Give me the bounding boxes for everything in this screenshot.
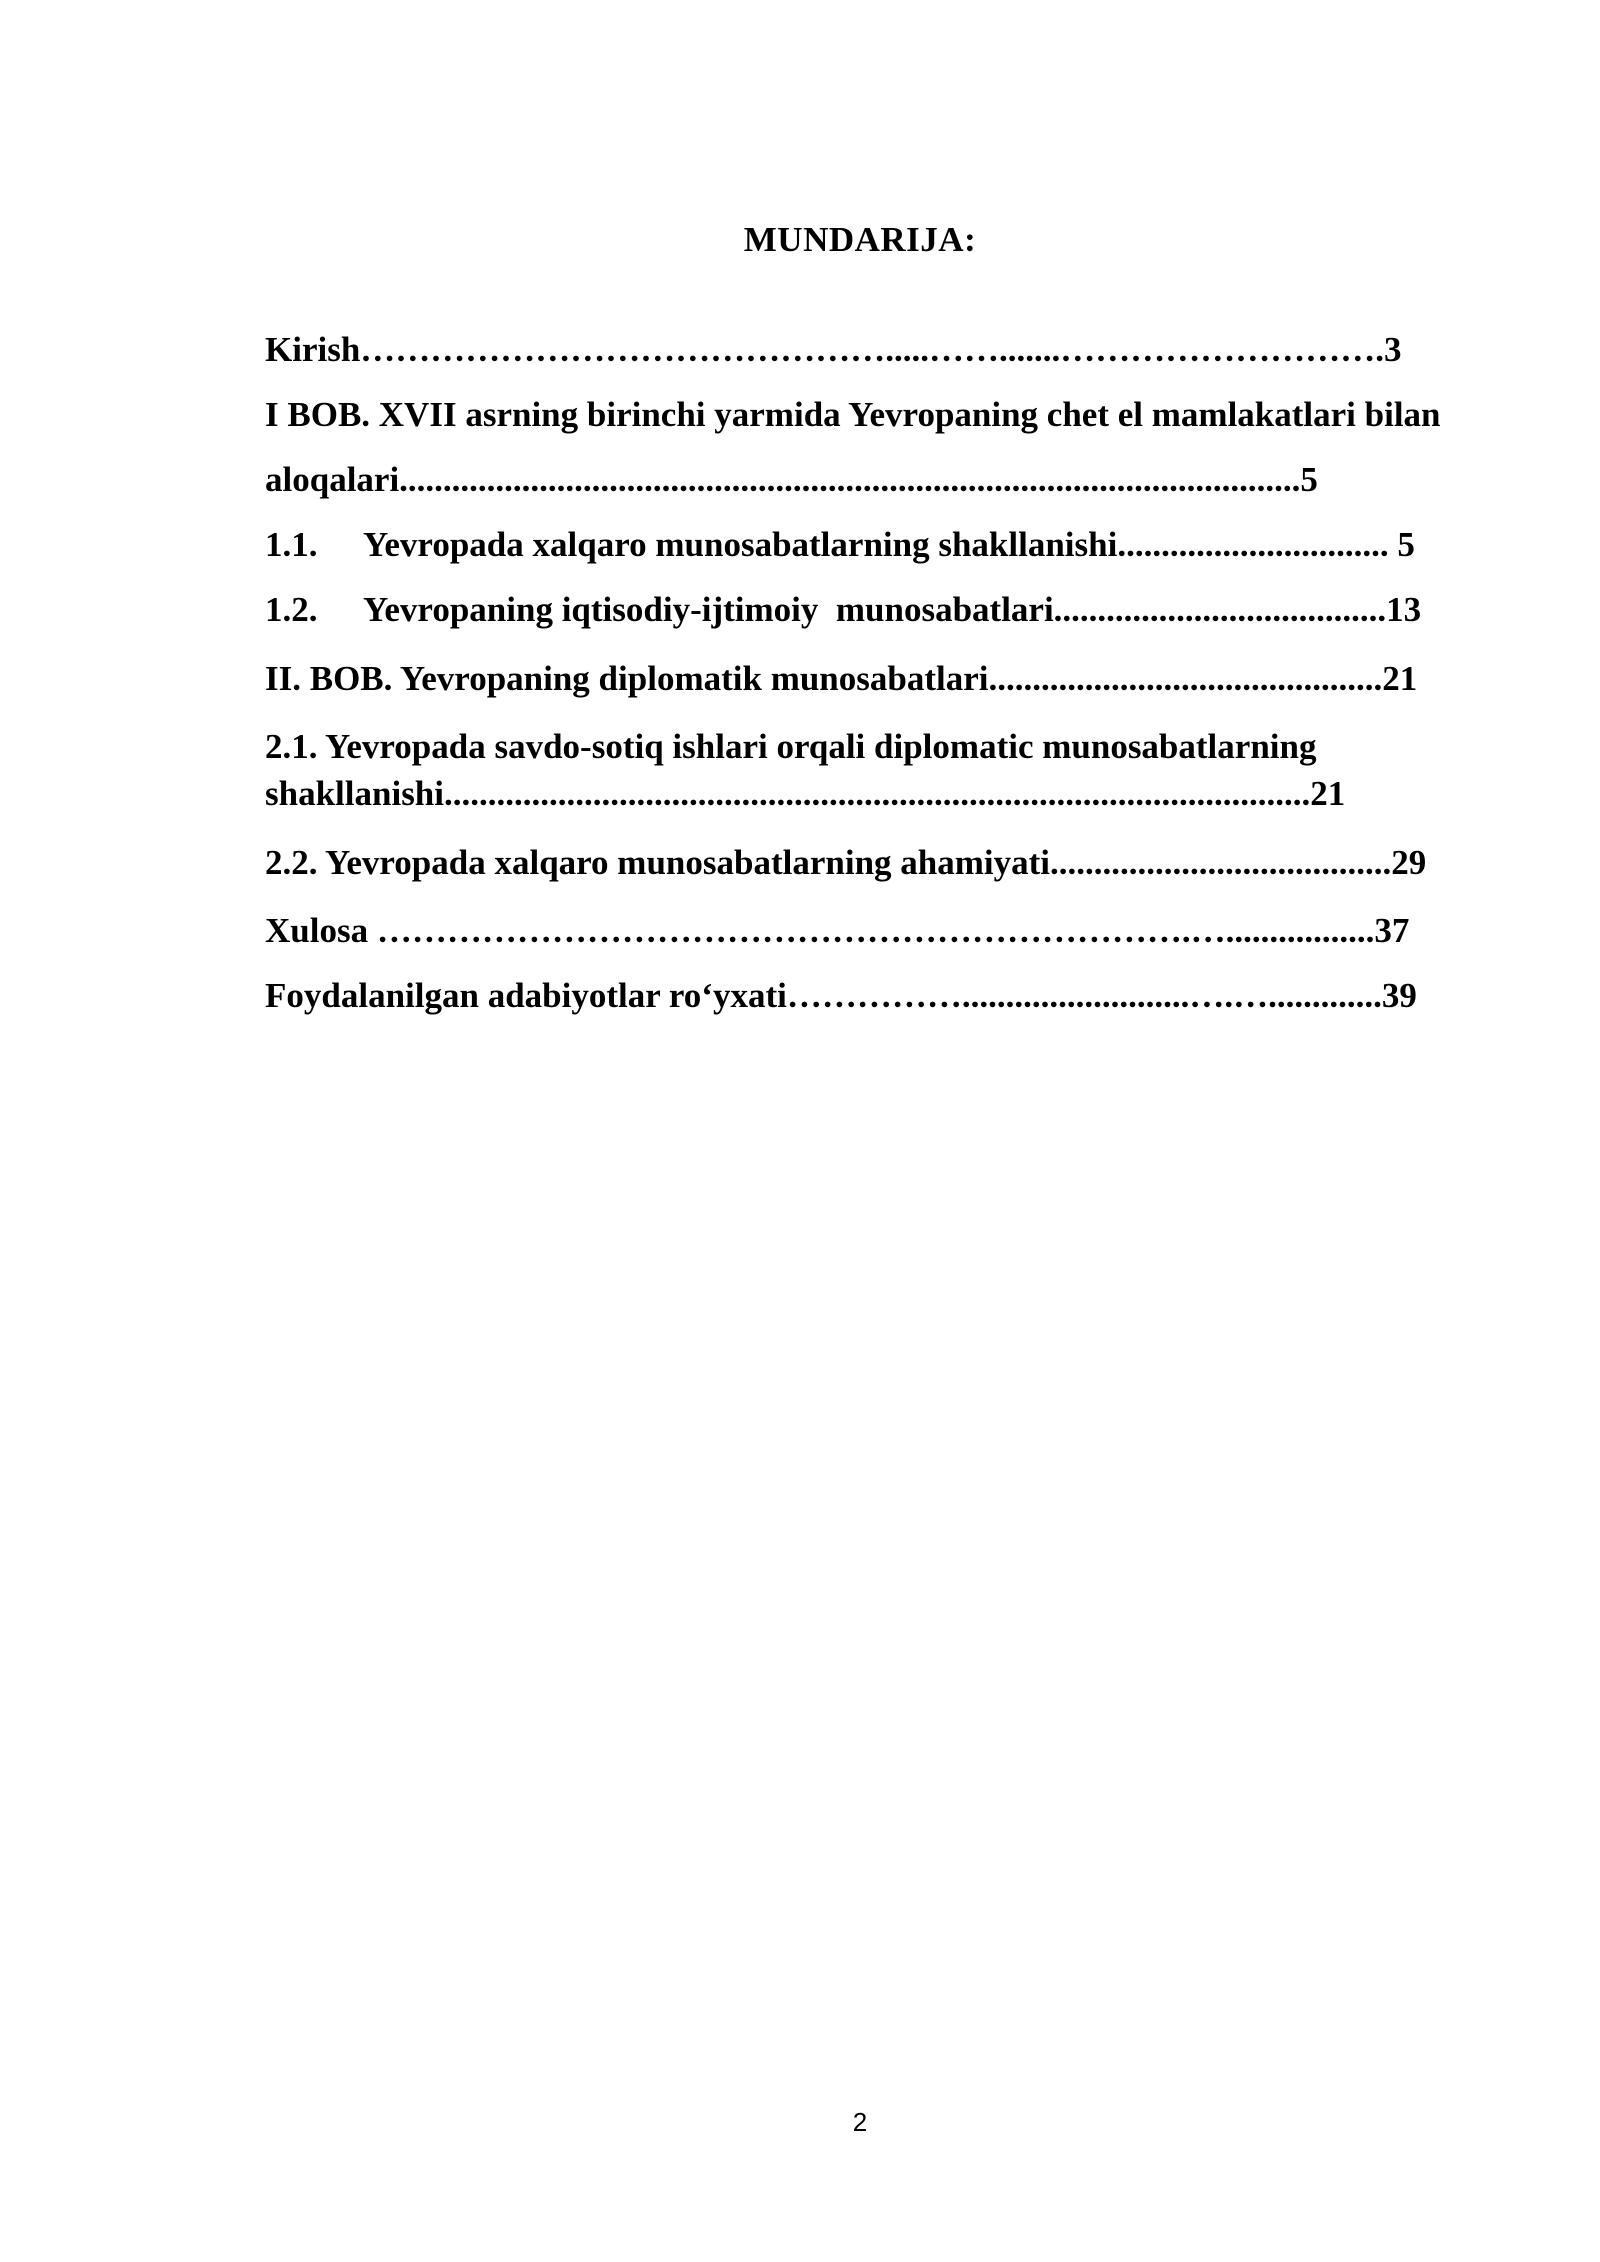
toc-title-text: MUNDARIJA:: [743, 220, 977, 259]
toc-entry-text: Yevropaning iqtisodiy-ijtimoiy munosabatlari......................................13: [363, 590, 1422, 629]
toc-entry-text: aloqalari.......................................................................................................5: [265, 460, 1318, 499]
toc-title: [0, 218, 1600, 262]
toc-entry-text: I BOB. XVII asrning birinchi yarmida Yevropaning chet el mamlakatlari bilan: [265, 395, 1441, 434]
toc-entry-text: 2.1. Yevropada savdo-sotiq ishlari orqali diplomatic munosabatlarning: [265, 727, 1317, 766]
toc-entry-text: Kirish……………………………………….....…….......……………………….3: [265, 330, 1402, 369]
page-number: 2: [852, 2107, 868, 2137]
toc-entry-text: 2.2. Yevropada xalqaro munosabatlarning ahamiyati.......................................29: [265, 843, 1427, 882]
toc-entry-text: Yevropada xalqaro munosabatlarning shakllanishi............................... 5: [363, 525, 1415, 564]
toc-entry-text: shakllanishi...................................................................................................21: [265, 774, 1346, 813]
toc-entry-bibliography: [230, 930, 1417, 1062]
toc-entry-number: 1.2.: [265, 590, 318, 629]
toc-entry-text: Foydalanilgan adabiyotlar ro‘yxati……………..........................….….............39: [265, 976, 1417, 1015]
toc-entry-text: II. BOB. Yevropaning diplomatik munosabatlari.............................................21: [265, 659, 1418, 698]
toc-entry-text: Xulosa …………………………………………………………….….................37: [265, 911, 1410, 950]
toc-entry-number: 1.1.: [265, 525, 318, 564]
